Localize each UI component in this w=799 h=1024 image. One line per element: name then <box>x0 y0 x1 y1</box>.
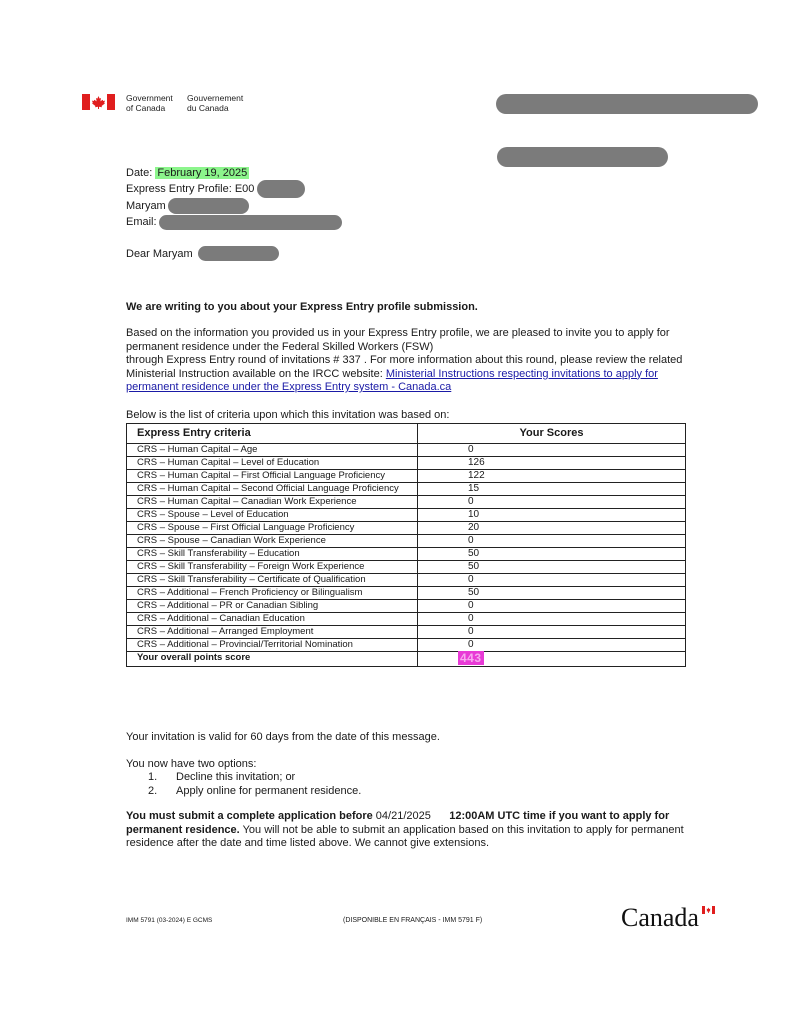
intro-text-2-wrap <box>126 354 706 395</box>
criteria-score: 50 <box>418 587 686 600</box>
recipient-first-name: Maryam <box>126 200 166 212</box>
table-row <box>127 535 686 548</box>
criteria-label: CRS – Human Capital – First Official Language Proficiency <box>127 470 418 483</box>
list-item <box>148 770 361 784</box>
criteria-score: 122 <box>418 470 686 483</box>
table-row <box>127 457 686 470</box>
redaction-block <box>198 246 279 261</box>
criteria-intro: Below is the list of criteria upon which this invitation was based on: <box>126 409 450 421</box>
validity-text: Your invitation is valid for 60 days from the date of this message. <box>126 731 440 743</box>
criteria-score: 0 <box>418 444 686 457</box>
profile-line <box>126 182 254 196</box>
email-label: Email: <box>126 216 157 228</box>
table-row <box>127 587 686 600</box>
criteria-score: 0 <box>418 639 686 652</box>
criteria-score: 0 <box>418 626 686 639</box>
criteria-label: CRS – Skill Transferability – Education <box>127 548 418 561</box>
date-line <box>126 166 249 180</box>
criteria-label: CRS – Human Capital – Second Official Language Proficiency <box>127 483 418 496</box>
total-score-cell <box>418 652 686 667</box>
total-row <box>127 652 686 667</box>
redaction-block <box>159 215 342 230</box>
option-number: 2. <box>148 785 158 797</box>
criteria-label: CRS – Additional – French Proficiency or Bilingualism <box>127 587 418 600</box>
email-line <box>126 215 157 229</box>
gov-fr-line2: du Canada <box>187 103 229 113</box>
criteria-score: 126 <box>418 457 686 470</box>
table-row <box>127 548 686 561</box>
deadline-bold-start: You must submit a complete application before <box>126 810 373 822</box>
table-row <box>127 483 686 496</box>
criteria-label: CRS – Spouse – First Official Language Proficiency <box>127 522 418 535</box>
deadline-rest: You will not be able to submit an application based on this invitation to apply for permanent residence after the date and time listed above. We cannot give extensions. <box>126 823 684 849</box>
criteria-score: 0 <box>418 574 686 587</box>
canada-wordmark: Canada <box>621 903 699 932</box>
criteria-label: CRS – Skill Transferability – Certificate of Qualification <box>127 574 418 587</box>
criteria-label: CRS – Human Capital – Level of Education <box>127 457 418 470</box>
option-text: Decline this invitation; or <box>176 771 296 783</box>
wordmark-flag-icon <box>702 906 715 914</box>
gouvernement-du-canada-signature <box>187 93 243 113</box>
criteria-table-body <box>127 444 686 652</box>
redaction-block <box>497 147 668 167</box>
redaction-block <box>168 198 249 214</box>
intro-text-1: Based on the information you provided us in your Express Entry profile, we are pleased to invite you to apply for permanent residence under the Federal Skilled Workers (FSW) <box>126 327 670 353</box>
date-label: Date: <box>126 167 153 179</box>
list-item <box>148 784 361 798</box>
criteria-score: 20 <box>418 522 686 535</box>
government-of-canada-signature <box>126 93 173 113</box>
redaction-block <box>257 180 305 198</box>
criteria-label: CRS – Additional – Canadian Education <box>127 613 418 626</box>
criteria-score: 50 <box>418 561 686 574</box>
options-intro: You now have two options: <box>126 758 257 770</box>
criteria-score: 0 <box>418 600 686 613</box>
table-row <box>127 470 686 483</box>
criteria-score: 50 <box>418 548 686 561</box>
letter-heading: We are writing to you about your Express Entry profile submission. <box>126 301 478 313</box>
table-row <box>127 509 686 522</box>
criteria-label: CRS – Additional – Arranged Employment <box>127 626 418 639</box>
criteria-label: CRS – Human Capital – Canadian Work Experience <box>127 496 418 509</box>
criteria-score: 0 <box>418 613 686 626</box>
table-row <box>127 574 686 587</box>
criteria-table <box>126 423 686 667</box>
total-label: Your overall points score <box>127 652 418 667</box>
total-score-value: 443 <box>460 651 482 665</box>
criteria-score: 0 <box>418 496 686 509</box>
table-row <box>127 522 686 535</box>
redaction-block <box>496 94 758 114</box>
options-list <box>148 770 361 798</box>
table-row <box>127 496 686 509</box>
intro-text-2: through Express Entry round of invitations # 337 . For more information about this round, please review the related Ministerial Instruction available on the IRCC website: <box>126 354 683 380</box>
table-row <box>127 561 686 574</box>
salutation-text: Dear Maryam <box>126 248 193 260</box>
canada-flag-icon <box>82 94 115 110</box>
profile-label: Express Entry Profile: E00 <box>126 183 255 195</box>
deadline-date: 04/21/2025 <box>372 810 431 822</box>
criteria-label: CRS – Spouse – Level of Education <box>127 509 418 522</box>
table-row <box>127 639 686 652</box>
criteria-label: CRS – Additional – PR or Canadian Sibling <box>127 600 418 613</box>
table-header-row <box>127 424 686 444</box>
gov-fr-line1: Gouvernement <box>187 93 244 103</box>
table-row <box>127 600 686 613</box>
criteria-label: CRS – Additional – Provincial/Territorial Nomination <box>127 639 418 652</box>
criteria-label: CRS – Spouse – Canadian Work Experience <box>127 535 418 548</box>
option-number: 1. <box>148 771 158 783</box>
form-code: IMM 5791 (03-2024) E GCMS <box>126 917 213 924</box>
ministerial-instructions-link[interactable]: Ministerial Instructions respecting invitations to apply for permanent residence under the Express Entry system - Canada.ca <box>126 367 658 393</box>
criteria-label: CRS – Skill Transferability – Foreign Work Experience <box>127 561 418 574</box>
criteria-column-header: Express Entry criteria <box>127 424 418 444</box>
scores-column-header: Your Scores <box>418 424 686 444</box>
gov-en-line2: of Canada <box>126 103 166 113</box>
table-row <box>127 444 686 457</box>
intro-paragraph <box>126 327 706 395</box>
table-row <box>127 626 686 639</box>
option-text: Apply online for permanent residence. <box>176 785 362 797</box>
french-availability-note: (DISPONIBLE EN FRANÇAIS - IMM 5791 F) <box>343 917 483 924</box>
deadline-bold-time: 12:00AM UTC time if you want to apply for permanent residence. <box>126 810 670 836</box>
date-value: February 19, 2025 <box>157 167 248 179</box>
salutation <box>126 247 193 261</box>
deadline-paragraph <box>126 810 706 851</box>
criteria-score: 15 <box>418 483 686 496</box>
criteria-score: 0 <box>418 535 686 548</box>
criteria-score: 10 <box>418 509 686 522</box>
table-row <box>127 613 686 626</box>
gov-en-line1: Government <box>126 93 173 103</box>
criteria-label: CRS – Human Capital – Age <box>127 444 418 457</box>
name-line <box>126 199 166 213</box>
